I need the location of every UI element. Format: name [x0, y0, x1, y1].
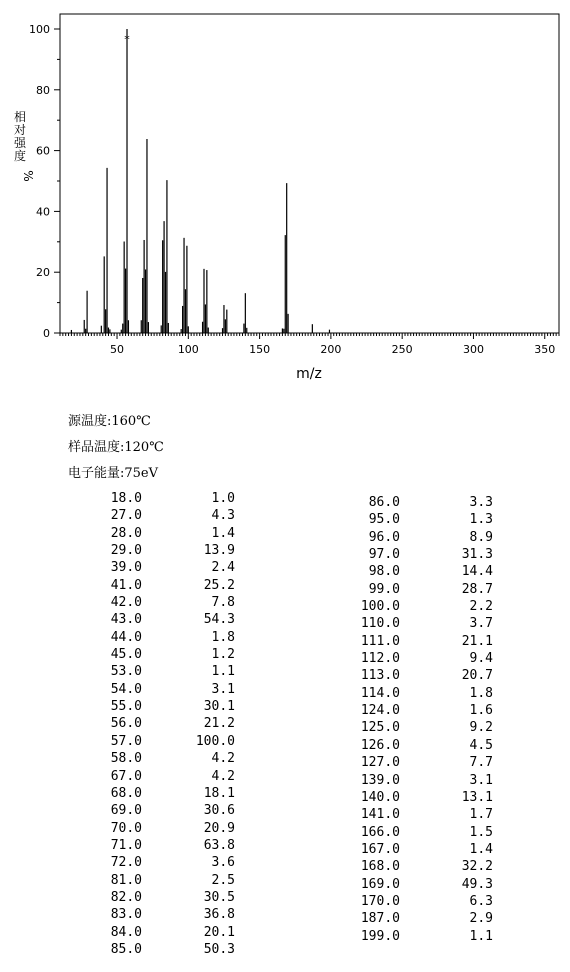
peak-table-row: [330, 806, 493, 823]
peak-table-row: [80, 768, 235, 785]
peak-table-row: [330, 737, 493, 754]
peak-table-row: [80, 646, 235, 663]
peak-table-row: [330, 529, 493, 546]
y-axis-label: [14, 109, 35, 182]
peak-table-row: [80, 837, 235, 854]
peak-mz: 114.0: [360, 685, 400, 701]
peak-table-row: [330, 633, 493, 650]
peak-mz: 141.0: [360, 807, 400, 823]
peak-abundance: 20.9: [203, 820, 235, 836]
peak-table-row: [330, 598, 493, 615]
peak-abundance: 7.8: [211, 595, 235, 611]
peak-mz: 45.0: [110, 647, 142, 663]
peak-abundance: 3.6: [211, 855, 235, 871]
peak-abundance: 2.9: [469, 911, 493, 927]
peak-table-column-1: [80, 490, 235, 958]
y-tick-label: 20: [36, 266, 50, 280]
peak-abundance: 3.3: [469, 495, 493, 510]
peak-mz: 70.0: [110, 820, 142, 836]
peak-mz: 71.0: [110, 837, 142, 853]
peak-table-row: [330, 650, 493, 667]
peak-mz: 199.0: [360, 928, 400, 944]
peak-table-row: [80, 577, 235, 594]
y-tick-label: 60: [36, 144, 50, 158]
peak-table-row: [330, 893, 493, 910]
peak-abundance: 36.8: [203, 907, 235, 923]
peak-abundance: 1.1: [211, 664, 235, 680]
peak-table-row: [80, 872, 235, 889]
peak-mz: 42.0: [110, 595, 142, 611]
peak-table-row: [330, 824, 493, 841]
peak-mz: 29.0: [110, 543, 142, 559]
y-label-char: 相: [13, 110, 27, 124]
x-tick-label: 350: [534, 343, 556, 356]
y-tick-label: 100: [29, 23, 50, 36]
peak-abundance: 3.1: [211, 681, 235, 697]
peak-mz: 81.0: [110, 872, 142, 888]
y-label-char: 度: [13, 149, 27, 163]
peak-table-row: [330, 841, 493, 858]
peak-abundance: 1.6: [469, 703, 493, 719]
peak-table-row: [330, 702, 493, 719]
peak-mz: 44.0: [110, 629, 142, 645]
peak-table-row: [80, 889, 235, 906]
peak-table-row: [330, 789, 493, 806]
peak-mz: 54.0: [110, 681, 142, 697]
peak-abundance: 30.5: [203, 889, 235, 905]
peak-abundance: 21.1: [461, 633, 493, 649]
mass-spectrum-chart: [0, 0, 570, 385]
peak-mz: 39.0: [110, 560, 142, 576]
x-axis-ticks: [60, 333, 559, 356]
peak-table-row: [80, 820, 235, 837]
peak-abundance: 6.3: [469, 893, 493, 909]
peak-mz: 68.0: [110, 785, 142, 801]
peak-table-row: [80, 854, 235, 871]
peak-table-row: [80, 750, 235, 767]
peak-mz: 86.0: [368, 495, 400, 510]
peak-mz: 113.0: [360, 668, 400, 684]
peak-mz: 97.0: [368, 547, 400, 563]
peak-mz: 85.0: [110, 941, 142, 957]
peak-mz: 41.0: [110, 577, 142, 593]
peak-mz: 67.0: [110, 768, 142, 784]
peak-table-row: [80, 715, 235, 732]
peak-mz: 58.0: [110, 751, 142, 767]
peak-mz: 98.0: [368, 564, 400, 580]
peak-table-row: [330, 685, 493, 702]
peak-mz: 169.0: [360, 876, 400, 892]
peak-mz: 126.0: [360, 737, 400, 753]
peak-table-row: [80, 611, 235, 628]
peak-abundance: 1.1: [469, 928, 493, 944]
peak-abundance: 1.5: [469, 824, 493, 840]
peak-table-row: [80, 594, 235, 611]
peak-table-row: [80, 507, 235, 524]
peak-abundance: 13.1: [461, 789, 493, 805]
peak-mz: 96.0: [368, 529, 400, 545]
peak-table-row: [330, 754, 493, 771]
peak-table-row: [80, 924, 235, 941]
peak-abundance: 54.3: [203, 612, 235, 628]
peak-abundance: 3.1: [469, 772, 493, 788]
x-tick-label: 200: [320, 343, 342, 356]
y-label-unit: %: [21, 170, 35, 182]
peak-abundance: 49.3: [461, 876, 493, 892]
peak-mz: 82.0: [110, 889, 142, 905]
peak-abundance: 1.4: [211, 525, 235, 541]
peak-table-row: [330, 928, 493, 945]
peak-table-row: [330, 494, 493, 511]
peak-abundance: 13.9: [203, 543, 235, 559]
base-peak-marker: *: [124, 33, 130, 46]
peak-abundance: 63.8: [203, 837, 235, 853]
peak-abundance: 32.2: [461, 859, 493, 875]
peak-table-row: [330, 910, 493, 927]
source-temperature: 源温度:160℃: [68, 414, 151, 429]
peak-abundance: 7.7: [469, 755, 493, 771]
peak-abundance: 14.4: [461, 564, 493, 580]
sample-temperature: 样品温度:120℃: [68, 440, 164, 455]
peak-table-row: [80, 629, 235, 646]
peak-abundance: 25.2: [203, 577, 235, 593]
peak-mz: 95.0: [368, 512, 400, 528]
peak-table-row: [80, 698, 235, 715]
peak-abundance: 2.2: [469, 599, 493, 615]
peak-table-row: [80, 542, 235, 559]
peak-table-row: [80, 559, 235, 576]
peak-table-row: [330, 563, 493, 580]
peak-bars: [71, 29, 329, 333]
peak-abundance: 3.7: [469, 616, 493, 632]
peak-mz: 168.0: [360, 859, 400, 875]
peak-abundance: 9.2: [469, 720, 493, 736]
peak-mz: 28.0: [110, 525, 142, 541]
peak-table-row: [80, 733, 235, 750]
x-tick-label: 300: [462, 343, 484, 356]
peak-mz: 139.0: [360, 772, 400, 788]
peak-mz: 140.0: [360, 789, 400, 805]
x-tick-label: 250: [391, 343, 413, 356]
peak-abundance: 1.7: [469, 807, 493, 823]
peak-mz: 83.0: [110, 907, 142, 923]
peak-mz: 124.0: [360, 703, 400, 719]
peak-abundance: 30.1: [203, 699, 235, 715]
peak-mz: 53.0: [110, 664, 142, 680]
peak-abundance: 1.8: [469, 685, 493, 701]
peak-table-row: [330, 511, 493, 528]
peak-abundance: 20.7: [461, 668, 493, 684]
peak-table-row: [80, 785, 235, 802]
x-tick-label: 50: [110, 343, 125, 356]
peak-mz: 170.0: [360, 893, 400, 909]
electron-energy: 电子能量:75eV: [68, 466, 159, 481]
peak-mz: 18.0: [110, 491, 142, 506]
peak-mz: 72.0: [110, 855, 142, 871]
peak-mz: 125.0: [360, 720, 400, 736]
peak-abundance: 2.5: [211, 872, 235, 888]
y-tick-label: 40: [36, 205, 50, 219]
peak-table-row: [80, 663, 235, 680]
peak-table-row: [330, 719, 493, 736]
peak-mz: 57.0: [110, 733, 142, 749]
peak-abundance: 20.1: [203, 924, 235, 940]
peak-table-row: [330, 546, 493, 563]
peak-table-row: [80, 802, 235, 819]
peak-table-column-2: [330, 494, 493, 945]
peak-mz: 99.0: [368, 581, 400, 597]
peak-mz: 111.0: [360, 633, 400, 649]
peak-mz: 167.0: [360, 841, 400, 857]
peak-mz: 110.0: [360, 616, 400, 632]
peak-abundance: 2.4: [211, 560, 235, 576]
peak-table-row: [330, 772, 493, 789]
y-label-char: 强: [13, 136, 27, 150]
peak-table-row: [330, 876, 493, 893]
peak-abundance: 1.3: [469, 512, 493, 528]
peak-mz: 187.0: [360, 911, 400, 927]
plot-frame: [60, 14, 559, 333]
peak-abundance: 31.3: [461, 547, 493, 563]
peak-table-row: [330, 667, 493, 684]
peak-mz: 55.0: [110, 699, 142, 715]
peak-abundance: 4.2: [211, 768, 235, 784]
peak-mz: 166.0: [360, 824, 400, 840]
peak-table-row: [80, 525, 235, 542]
peak-table-row: [80, 906, 235, 923]
y-tick-label: 0: [43, 327, 50, 340]
peak-abundance: 30.6: [203, 803, 235, 819]
peak-abundance: 4.3: [211, 508, 235, 524]
y-tick-label: 80: [36, 83, 50, 97]
peak-mz: 100.0: [360, 599, 400, 615]
x-axis-label: m/z: [296, 366, 322, 382]
peak-table-row: [330, 615, 493, 632]
peak-table-row: [330, 581, 493, 598]
y-label-char: 对: [13, 123, 27, 137]
x-tick-label: 150: [249, 343, 271, 356]
peak-mz: 27.0: [110, 508, 142, 524]
peak-abundance: 1.8: [211, 629, 235, 645]
peak-abundance: 28.7: [461, 581, 493, 597]
peak-abundance: 21.2: [203, 716, 235, 732]
peak-abundance: 4.2: [211, 751, 235, 767]
peak-mz: 43.0: [110, 612, 142, 628]
peak-mz: 69.0: [110, 803, 142, 819]
peak-abundance: 9.4: [469, 651, 493, 667]
peak-table-row: [80, 941, 235, 958]
peak-mz: 56.0: [110, 716, 142, 732]
peak-abundance: 1.0: [211, 491, 235, 506]
peak-table-row: [330, 858, 493, 875]
peak-abundance: 100.0: [195, 733, 235, 749]
peak-abundance: 8.9: [469, 529, 493, 545]
peak-abundance: 4.5: [469, 737, 493, 753]
peak-mz: 112.0: [360, 651, 400, 667]
x-tick-label: 100: [177, 343, 199, 356]
peak-abundance: 50.3: [203, 941, 235, 957]
peak-abundance: 1.4: [469, 841, 493, 857]
peak-table-row: [80, 490, 235, 507]
peak-abundance: 18.1: [203, 785, 235, 801]
peak-table-row: [80, 681, 235, 698]
peak-mz: 127.0: [360, 755, 400, 771]
peak-abundance: 1.2: [211, 647, 235, 663]
peak-mz: 84.0: [110, 924, 142, 940]
